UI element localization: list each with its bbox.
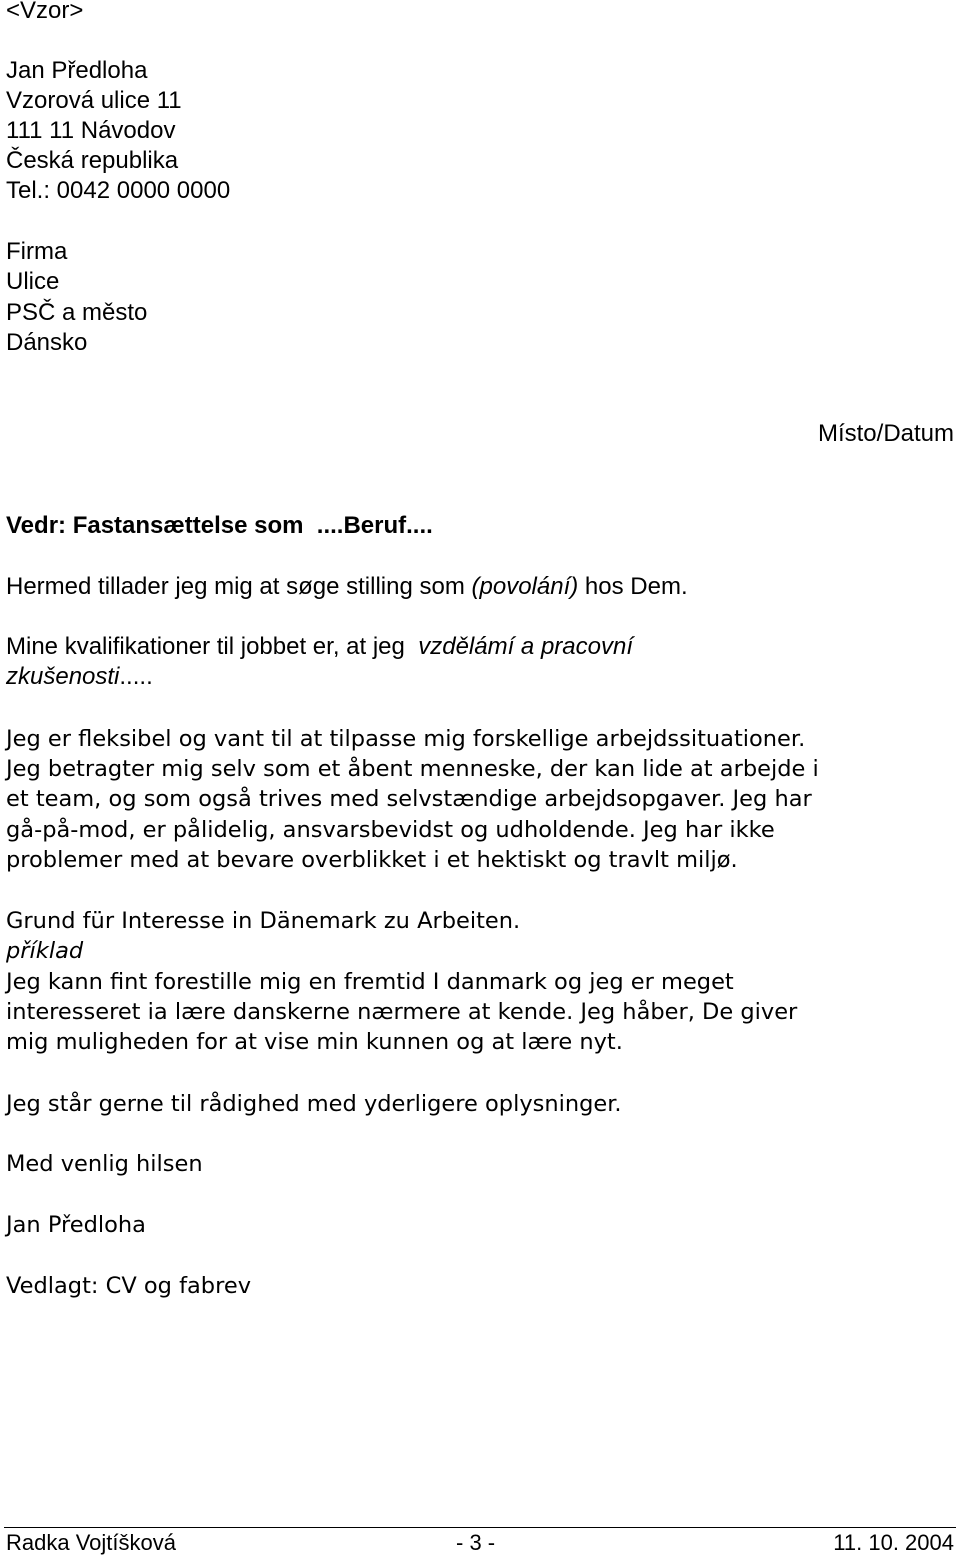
intro-text-end: hos Dem. <box>578 573 688 600</box>
paragraph-line: problemer med at bevare overblikket i et hektiskt og travlt miljø. <box>6 847 738 873</box>
paragraph-line: Jeg betragter mig selv som et åbent menneske, der kan lide at arbejde i <box>6 756 819 782</box>
recipient-company: Firma <box>6 238 68 265</box>
qualifications-text: Mine kvalifikationer til jobbet er, at jeg <box>6 633 419 660</box>
intro-text: Hermed tillader jeg mig at søge stilling som <box>6 573 472 600</box>
sender-country: Česká republika <box>6 147 179 174</box>
qualifications-placeholder: vzdělámí a pracovní <box>418 633 633 660</box>
place-date: Místo/Datum <box>817 420 954 447</box>
subject-line: Vedr: Fastansættelse som ....Beruf.... <box>6 512 433 539</box>
paragraph-line: Jeg er fleksibel og vant til at tilpasse mig forskellige arbejdssituationer. <box>6 726 806 752</box>
sender-name: Jan Předloha <box>6 57 148 84</box>
reason-heading: Grund für Interesse in Dänemark zu Arbeiten. <box>6 908 521 934</box>
sender-city: 111 11 Návodov <box>6 117 176 144</box>
footer-author: Radka Vojtíšková <box>6 1530 176 1555</box>
intro-position-placeholder: (povolání) <box>471 573 579 600</box>
example-label: příklad <box>6 938 84 964</box>
paragraph-line: et team, og som også trives med selvstændige arbejdsopgaver. Jeg har <box>6 786 812 812</box>
availability-line: Jeg står gerne til rådighed med yderligere oplysninger. <box>6 1091 622 1117</box>
paragraph-line: mig muligheden for at vise min kunnen og at lære nyt. <box>6 1029 623 1055</box>
footer-page-number: - 3 - <box>456 1530 496 1555</box>
paragraph-line: interesseret ia lære danskerne nærmere at kende. Jeg håber, De giver <box>6 999 798 1025</box>
recipient-postcode-city: PSČ a město <box>6 299 148 326</box>
qualifications-line <box>6 632 633 662</box>
attachments-line: Vedlagt: CV og fabrev <box>6 1273 252 1299</box>
signature-name: Jan Předloha <box>6 1212 146 1238</box>
sender-phone: Tel.: 0042 0000 0000 <box>6 177 231 204</box>
paragraph-line: gå-på-mod, er pålidelig, ansvarsbevidst og udholdende. Jeg har ikke <box>6 817 775 843</box>
footer-date: 11. 10. 2004 <box>833 1530 954 1555</box>
qualifications-ellipsis: ..... <box>119 663 153 690</box>
recipient-street: Ulice <box>6 268 60 295</box>
paragraph-line: Jeg kann fint forestille mig en fremtid I danmark og jeg er meget <box>6 969 734 995</box>
qualifications-line-2 <box>6 662 153 692</box>
sender-street: Vzorová ulice 11 <box>6 87 182 114</box>
qualifications-placeholder-2: zkušenosti <box>6 663 120 690</box>
page-footer <box>6 1528 954 1558</box>
template-tag: <Vzor> <box>6 0 84 24</box>
closing-line: Med venlig hilsen <box>6 1151 203 1177</box>
recipient-country: Dánsko <box>6 329 88 356</box>
intro-line <box>6 572 688 602</box>
